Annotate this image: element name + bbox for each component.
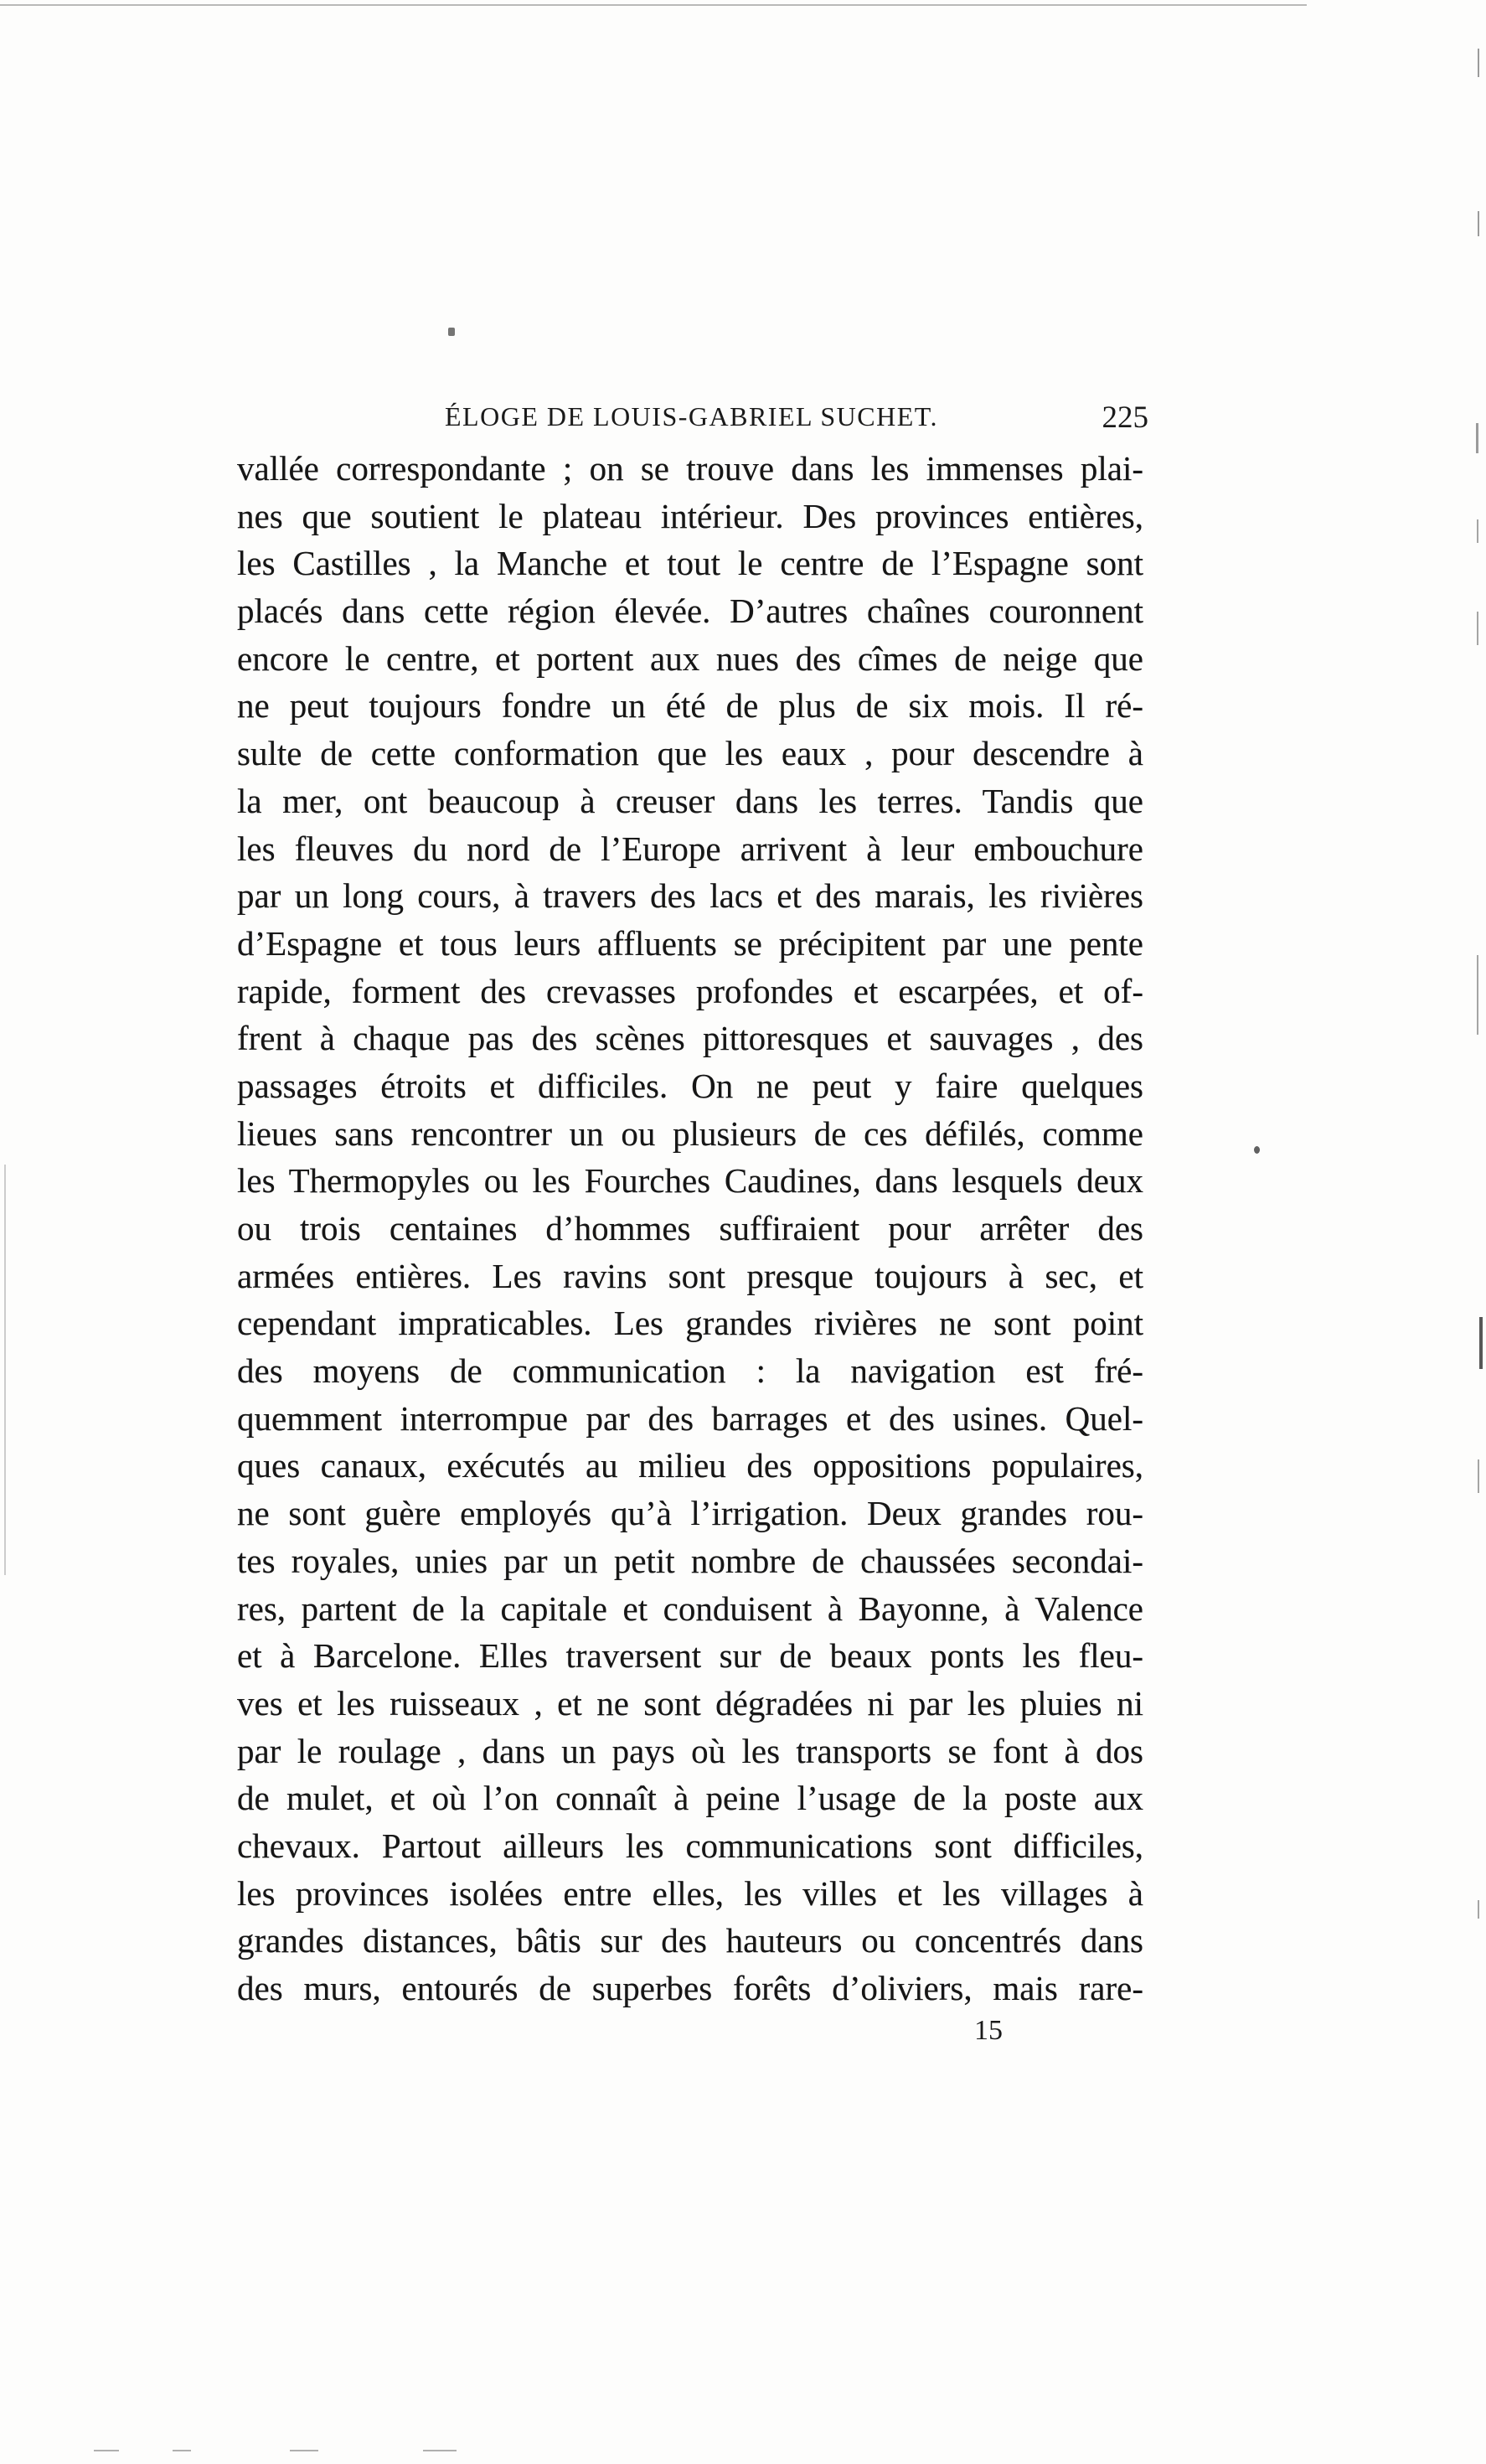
scan-edge-line-top — [0, 4, 1307, 6]
text-line: sulte de cette conformation que les eaux , pour descendre à — [237, 734, 1143, 773]
text-line: ne sont guère employés qu’à l’irrigation. Deux grandes rou- — [237, 1494, 1143, 1533]
text-line: rapide, forment des crevasses profondes et escarpées, et of- — [237, 971, 1143, 1010]
scan-edge-mark-bottom — [423, 2450, 457, 2451]
scan-edge-mark-right — [1478, 49, 1479, 77]
text-line: cependant impraticables. Les grandes rivières ne sont point — [237, 1304, 1143, 1343]
text-line: d’Espagne et tous leurs affluents se précipitent par une pente — [237, 923, 1143, 963]
text-line: les fleuves du nord de l’Europe arrivent à leur embouchure — [237, 829, 1143, 868]
text-line: les Castilles , la Manche et tout le centre de l’Espagne sont — [237, 544, 1143, 583]
text-line: les Thermopyles ou les Fourches Caudines, dans lesquels deux — [237, 1161, 1143, 1201]
text-line: grandes distances, bâtis sur des hauteurs ou concentrés dans — [237, 1921, 1143, 1960]
body-text — [237, 445, 1143, 2012]
scan-speck — [448, 328, 455, 336]
signature-mark: 15 — [974, 2015, 1003, 2046]
scan-edge-mark-right — [1478, 1459, 1479, 1493]
text-line: par le roulage , dans un pays où les transports se font à dos — [237, 1731, 1143, 1770]
text-line: des moyens de communication : la navigation est fré- — [237, 1351, 1143, 1391]
text-line: vallée correspondante ; on se trouve dans les immenses plai- — [237, 449, 1143, 488]
text-line: les provinces isolées entre elles, les villes et les villages à — [237, 1873, 1143, 1913]
scan-edge-mark-right — [1478, 1900, 1479, 1919]
text-line: tes royales, unies par un petit nombre de chaussées secondai- — [237, 1541, 1143, 1580]
text-line: des murs, entourés de superbes forêts d’oliviers, mais rare- — [237, 1969, 1143, 2007]
scan-edge-mark-bottom — [290, 2450, 318, 2451]
scan-edge-mark-right — [1477, 519, 1478, 543]
text-line: frent à chaque pas des scènes pittoresques et sauvages , des — [237, 1019, 1143, 1058]
scan-edge-mark-bottom — [94, 2450, 119, 2451]
text-line: armées entières. Les ravins sont presque toujours à sec, et — [237, 1256, 1143, 1295]
text-line: ne peut toujours fondre un été de plus de six mois. Il ré- — [237, 686, 1143, 726]
scan-edge-mark-bottom — [173, 2450, 191, 2451]
text-line: la mer, ont beaucoup à creuser dans les terres. Tandis que — [237, 781, 1143, 820]
text-line: encore le centre, et portent aux nues des cîmes de neige que — [237, 638, 1143, 678]
scan-edge-mark-right — [1478, 211, 1479, 236]
text-line: ves et les ruisseaux , et ne sont dégradées ni par les pluies ni — [237, 1683, 1143, 1723]
scan-edge-mark-right — [1477, 955, 1478, 1035]
running-head-title: ÉLOGE DE LOUIS-GABRIEL SUCHET. — [445, 401, 938, 431]
text-line: res, partent de la capitale et conduisent à Bayonne, à Valence — [237, 1588, 1143, 1628]
text-line: ou trois centaines d’hommes suffiraient pour arrêter des — [237, 1209, 1143, 1247]
text-line: placés dans cette région élevée. D’autres chaînes couronnent — [237, 591, 1143, 631]
text-line: par un long cours, à travers des lacs et des marais, les rivières — [237, 876, 1143, 916]
text-line: de mulet, et où l’on connaît à peine l’usage de la poste aux — [237, 1779, 1143, 1818]
scan-speck — [1254, 1146, 1260, 1154]
text-line: quemment interrompue par des barrages et des usines. Quel- — [237, 1398, 1143, 1438]
text-line: chevaux. Partout ailleurs les communications sont difficiles, — [237, 1826, 1143, 1865]
text-line: ques canaux, exécutés au milieu des oppositions populaires, — [237, 1446, 1143, 1485]
scan-edge-mark-right — [1479, 1317, 1483, 1369]
scan-edge-mark-right — [1476, 423, 1478, 453]
text-line: nes que soutient le plateau intérieur. Des provinces entières, — [237, 496, 1143, 535]
text-line: et à Barcelone. Elles traversent sur de beaux ponts les fleu- — [237, 1636, 1143, 1676]
page-number: 225 — [1102, 400, 1148, 435]
text-line: passages étroits et difficiles. On ne peut y faire quelques — [237, 1066, 1143, 1105]
text-line: lieues sans rencontrer un ou plusieurs de ces défilés, comme — [237, 1113, 1143, 1153]
scan-edge-mark-right — [1477, 612, 1478, 645]
scan-edge-line-left — [4, 1165, 6, 1575]
